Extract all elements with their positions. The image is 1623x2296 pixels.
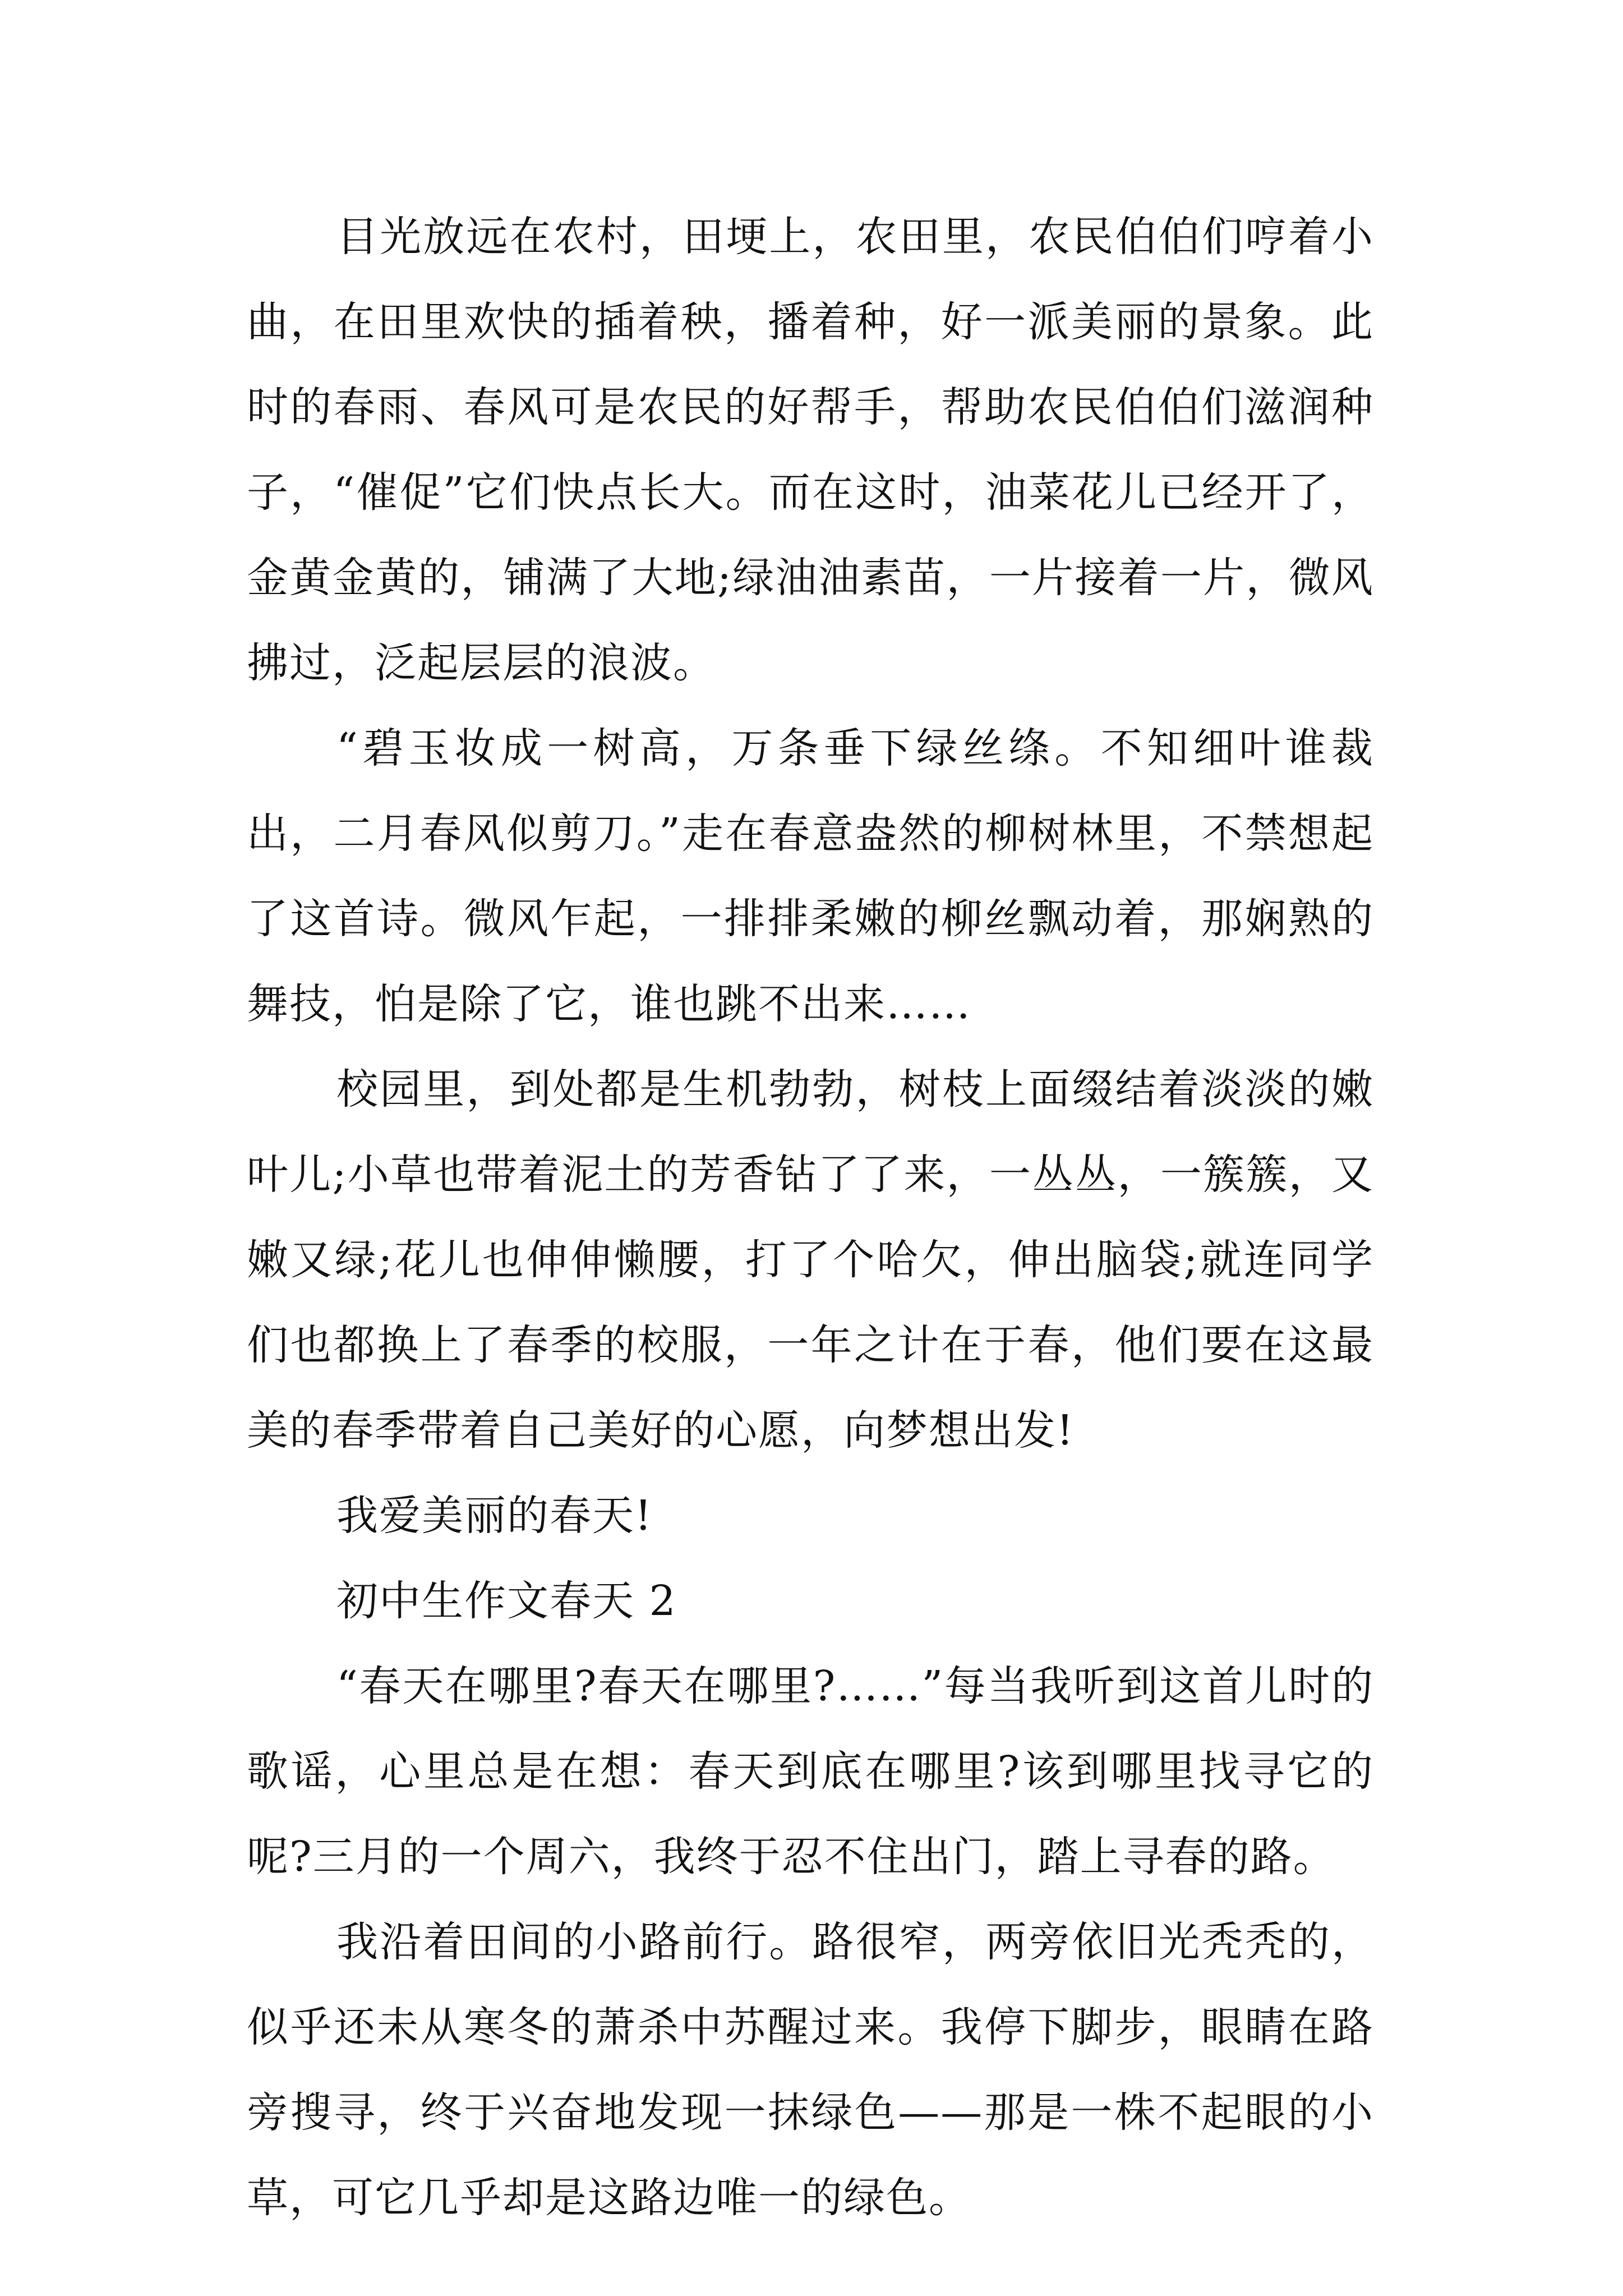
section-title: 初中生作文春天 2 [336, 1577, 677, 1625]
paragraph-love-spring: 我爱美丽的春天! [336, 1492, 653, 1540]
paragraph-field-path: 我沿着田间的小路前行。路很窄，两旁依旧光秃秃的，似乎还未从寒冬的萧杀中苏醒过来。我停下脚步，眼睛在路旁搜寻，终于兴奋地发现一抹绿色——那是一株不起眼的小草，可它几乎却是这路边唯一的绿色。 [247, 1918, 1374, 2222]
paragraph-where-is-spring: “春天在哪里?春天在哪里?……”每当我听到这首儿时的歌谣，心里总是在想：春天到底在哪里?该到哪里找寻它的呢?三月的一个周六，我终于忍不住出门，踏上寻春的路。 [247, 1662, 1374, 1881]
paragraph-campus: 校园里，到处都是生机勃勃，树枝上面缀结着淡淡的嫩叶儿;小草也带着泥土的芳香钻了了来，一丛丛，一簇簇，又嫩又绿;花儿也伸伸懒腰，打了个哈欠，伸出脑袋;就连同学们也都换上了春季的校服，一年之计在于春，他们要在这最美的春季带着自己美好的心愿，向梦想出发! [247, 1065, 1374, 1455]
document-body [247, 194, 1374, 2240]
paragraph-willow: “碧玉妆成一树高，万条垂下绿丝绦。不知细叶谁裁出，二月春风似剪刀。”走在春意盎然的柳树林里，不禁想起了这首诗。微风乍起，一排排柔嫩的柳丝飘动着，那娴熟的舞技，怕是除了它，谁也跳不出来…… [247, 724, 1374, 1028]
paragraph-countryside: 目光放远在农村，田埂上，农田里，农民伯伯们哼着小曲，在田里欢快的插着秧，播着种，好一派美丽的景象。此时的春雨、春风可是农民的好帮手，帮助农民伯伯们滋润种子，“催促”它们快点长大。而在这时，油菜花儿已经开了，金黄金黄的，铺满了大地;绿油油素苗，一片接着一片，微风拂过，泛起层层的浪波。 [247, 213, 1374, 687]
